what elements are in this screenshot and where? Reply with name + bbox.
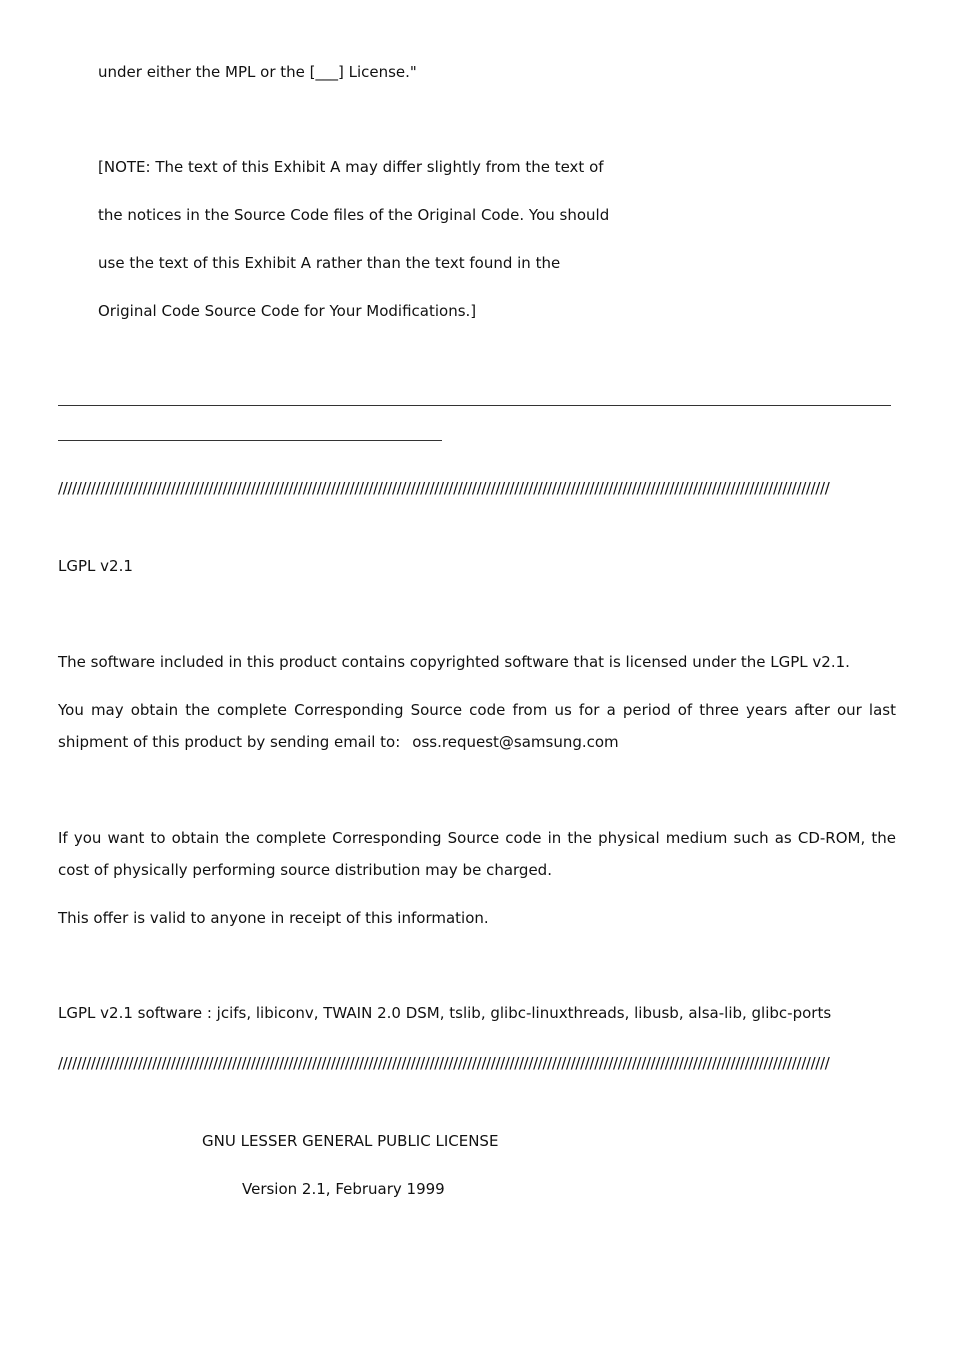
software-list: LGPL v2.1 software : jcifs, libiconv, TWAIN 2.0 DSM, tslib, glibc-linuxthreads, libusb, alsa-lib, glibc-ports xyxy=(58,1004,832,1022)
contact-email: oss.request@samsung.com xyxy=(412,733,619,751)
mpl-license-line: under either the MPL or the [___] License." xyxy=(98,63,417,81)
paragraph-copyright-notice: The software included in this product contains copyrighted software that is licensed under the LGPL v2.1. xyxy=(58,653,850,671)
paragraph-physical-medium: If you want to obtain the complete Corresponding Source code in the physical medium such as CD-ROM, the cost of physically performing source distribution may be charged. xyxy=(58,829,896,879)
paragraph-offer-validity: This offer is valid to anyone in receipt of this information. xyxy=(58,909,489,927)
note-line-3: use the text of this Exhibit A rather than the text found in the xyxy=(98,254,561,272)
horizontal-rule-short xyxy=(58,440,442,441)
note-line-1: [NOTE: The text of this Exhibit A may differ slightly from the text of xyxy=(98,158,604,176)
note-line-4: Original Code Source Code for Your Modifications.] xyxy=(98,302,477,320)
slash-separator-bottom: //////////////////////////////////////////////////////////////////////////////////////////////////////////////////////////////////////////////////////////////////// xyxy=(58,1054,830,1072)
source-offer-text: You may obtain the complete Corresponding Source code from us for a period of three years after our last shipment of this product by sending email to: xyxy=(58,701,896,751)
note-line-2: the notices in the Source Code files of the Original Code. You should xyxy=(98,206,610,224)
license-title: GNU LESSER GENERAL PUBLIC LICENSE xyxy=(202,1132,499,1150)
horizontal-rule-long xyxy=(58,405,891,406)
paragraph-source-offer xyxy=(58,694,896,758)
section-heading-lgpl: LGPL v2.1 xyxy=(58,557,133,575)
license-version: Version 2.1, February 1999 xyxy=(242,1180,445,1198)
slash-separator-top: //////////////////////////////////////////////////////////////////////////////////////////////////////////////////////////////////////////////////////////////////// xyxy=(58,479,830,497)
